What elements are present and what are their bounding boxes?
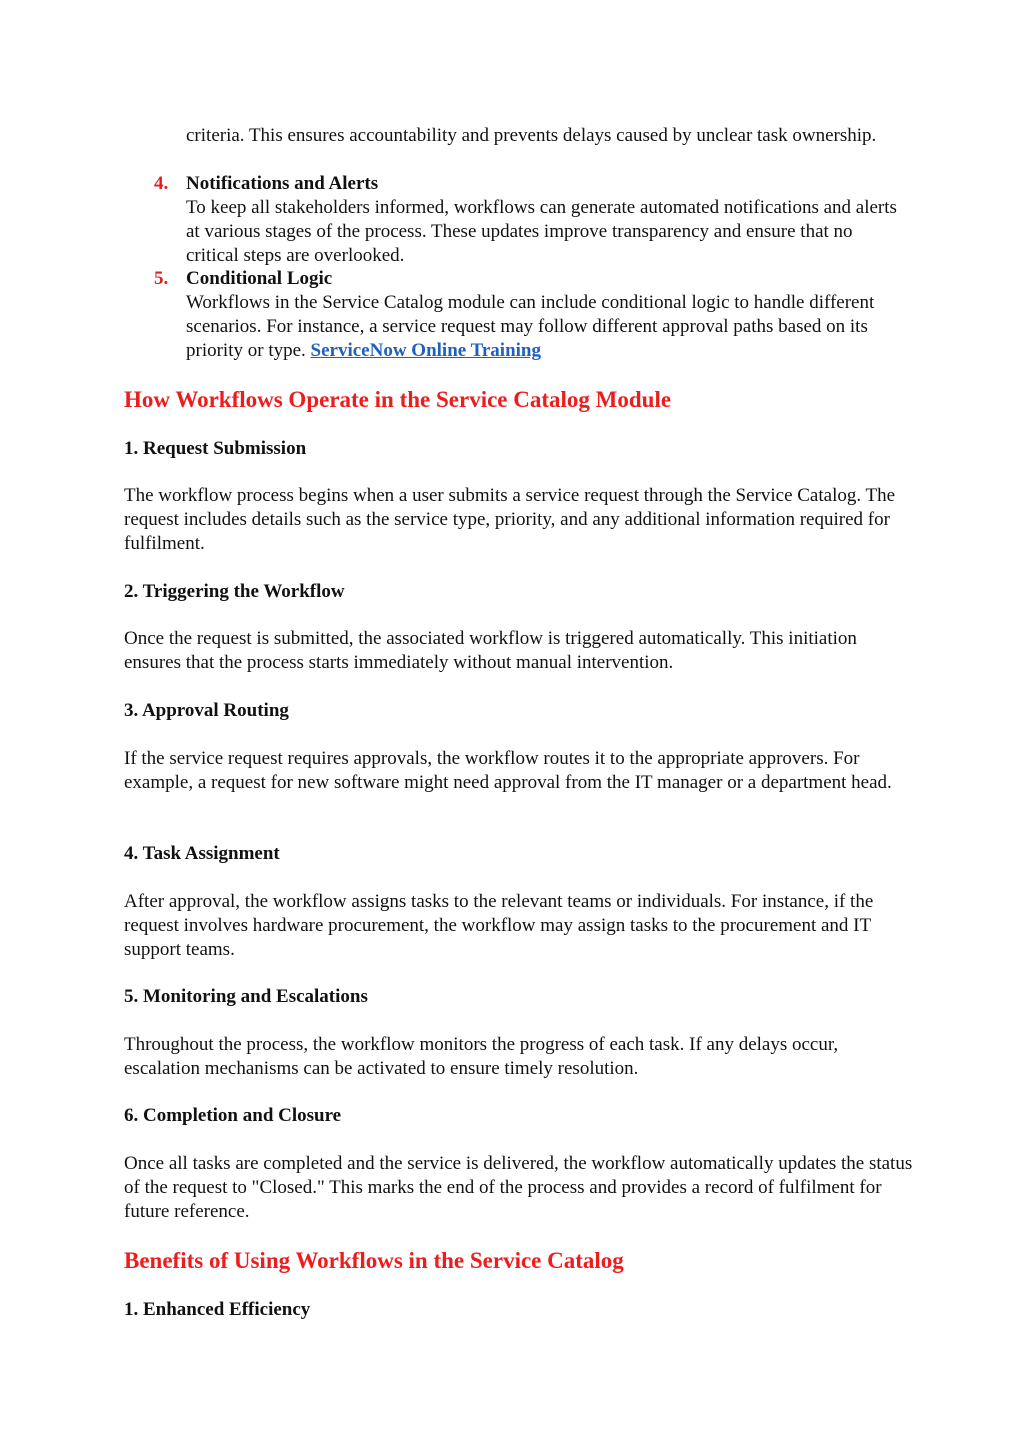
list-item-title: Conditional Logic: [186, 268, 333, 289]
section-heading-benefits: Benefits of Using Workflows in the Service Catalog: [124, 1248, 624, 1273]
step-title-completion: 6. Completion and Closure: [124, 1105, 342, 1126]
step-title-triggering: 2. Triggering the Workflow: [124, 581, 345, 602]
step-text-approval-routing: If the service request requires approvals, the workflow routes it to the appropriate approvers. For example, a request for new software might need approval from the IT manager or a department head.: [124, 748, 892, 793]
step-text-monitoring: Throughout the process, the workflow monitors the progress of each task. If any delays occur, escalation mechanisms can be activated to ensure timely resolution.: [124, 1034, 839, 1079]
step-text-completion: Once all tasks are completed and the service is delivered, the workflow automatically updates the status of the request to "Closed." This marks the end of the process and provides a record of fulfilment for future reference.: [124, 1153, 913, 1222]
list-item-title: Notifications and Alerts: [186, 173, 379, 194]
step-title-request-submission: 1. Request Submission: [124, 438, 307, 459]
benefit-title-efficiency: 1. Enhanced Efficiency: [124, 1299, 311, 1320]
list-item-text: To keep all stakeholders informed, workflows can generate automated notifications and alerts at various stages of the process. These updates improve transparency and ensure that no critical steps are overlooked.: [186, 197, 897, 266]
step-title-task-assignment: 4. Task Assignment: [124, 843, 280, 864]
list-number: 5.: [154, 268, 169, 289]
step-title-approval-routing: 3. Approval Routing: [124, 700, 289, 721]
servicenow-training-link[interactable]: ServiceNow Online Training: [310, 340, 541, 361]
step-text-triggering: Once the request is submitted, the associated workflow is triggered automatically. This initiation ensures that the process starts immediately without manual intervention.: [124, 628, 857, 673]
section-heading-how-workflows: How Workflows Operate in the Service Catalog Module: [124, 387, 672, 412]
list-number: 4.: [154, 173, 169, 194]
step-text-task-assignment: After approval, the workflow assigns tasks to the relevant teams or individuals. For instance, if the request involves hardware procurement, the workflow may assign tasks to the procurement and IT support teams.: [124, 891, 874, 960]
list-item-text-wrap: [186, 291, 906, 363]
step-text-request-submission: The workflow process begins when a user submits a service request through the Service Catalog. The request includes details such as the service type, priority, and any additional information required for fulfilment.: [124, 485, 896, 554]
intro-continuation: criteria. This ensures accountability and prevents delays caused by unclear task ownership.: [186, 125, 877, 146]
list-item-text: Workflows in the Service Catalog module can include conditional logic to handle different scenarios. For instance, a service request may follow different approval paths based on its priority or type.: [186, 292, 875, 361]
step-title-monitoring: 5. Monitoring and Escalations: [124, 986, 368, 1007]
